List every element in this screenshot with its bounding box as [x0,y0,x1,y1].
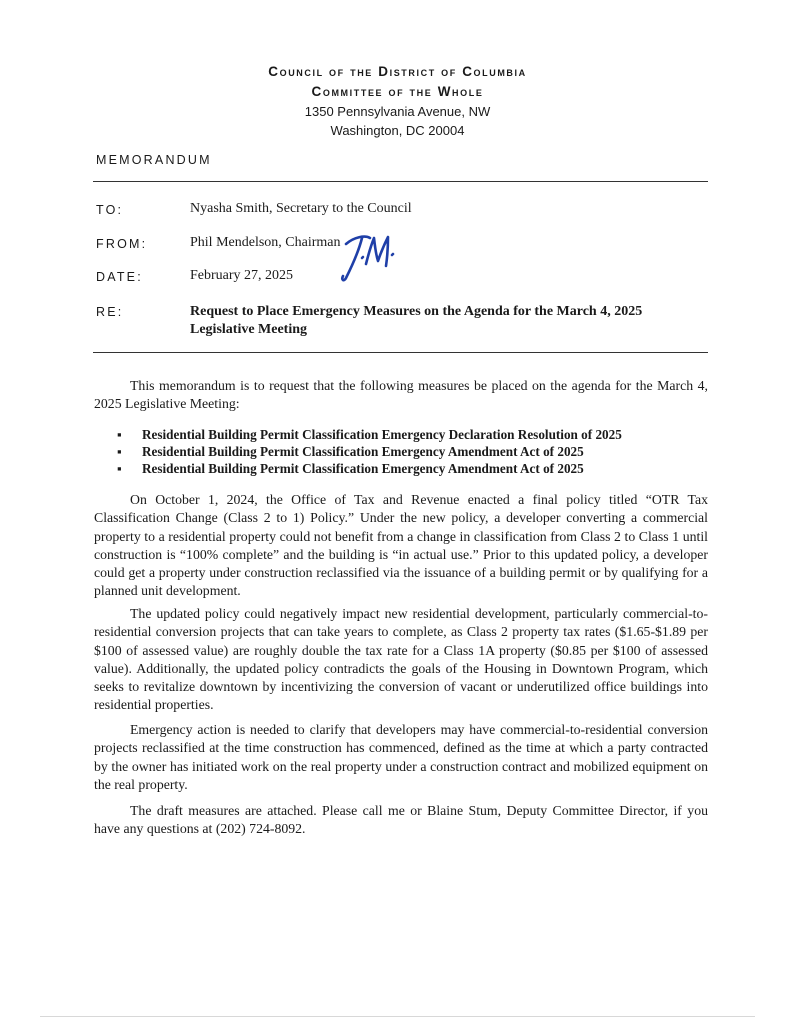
intro-paragraph: This memorandum is to request that the following measures be placed on the agenda for the March 4, 2025 Legislative Meeting: [94,378,708,412]
list-item: ▪ Residential Building Permit Classification Emergency Amendment Act of 2025 [117,461,584,476]
address-street: 1350 Pennsylvania Avenue, NW [304,104,491,119]
address-city: Washington, DC 20004 [330,123,465,138]
bullet-icon: ▪ [117,444,122,459]
measures-list [117,426,622,477]
committee-name: Committee of the Whole [311,84,484,99]
memorandum-heading: MEMORANDUM [96,153,212,167]
policy-background-paragraph: On October 1, 2024, the Office of Tax and Revenue enacted a final policy titled “OTR Tax Classification Change (Class 2 to 1) Policy.” Under the new policy, a developer converting a commercial property to a residential property could not benefit from a change in classification from Class 2 to Class 1 until construction is “100% complete” and the building is “in actual use.” Prior to this updated policy, a developer could get a property under construction reclassified via the issuance of a building permit or by qualifying for a planned unit development. [94,492,708,599]
date-label: DATE: [96,270,143,284]
page-bottom-edge [40,1016,755,1017]
bullet-icon: ▪ [117,427,122,442]
emergency-action-paragraph: Emergency action is needed to clarify that developers may have commercial-to-residential conversion projects reclassified at the time construction has commenced, defined as the time at which a party contracted by the owner has initiated work on the real property under a construction contract and mobilized equipment on the real property. [94,722,708,792]
council-name: Council of the District of Columbia [268,64,527,79]
from-label: FROM: [96,237,148,251]
header-divider-bottom [93,352,708,353]
header-divider-top [93,181,708,182]
bullet-icon: ▪ [117,461,122,476]
list-item: ▪ Residential Building Permit Classification Emergency Declaration Resolution of 2025 [117,427,622,442]
from-value: Phil Mendelson, Chairman [190,235,341,250]
re-label: RE: [96,305,124,319]
to-value: Nyasha Smith, Secretary to the Council [190,201,412,216]
to-label: TO: [96,203,124,217]
signature-initials [332,228,396,284]
re-value: Request to Place Emergency Measures on the Agenda for the March 4, 2025 Legislative Meeting [190,304,643,337]
list-item: ▪ Residential Building Permit Classification Emergency Amendment Act of 2025 [117,444,584,459]
impact-paragraph: The updated policy could negatively impact new residential development, particularly commercial-to-residential conversion projects that can take years to complete, as Class 2 property tax rates ($1.65-$1.89 per $100 of assessed value) are roughly double the tax rate for a Class 1A property ($0.85 per $100 of assessed value). Additionally, the updated policy contradicts the goals of the Housing in Downtown Program, which seeks to revitalize downtown by incentivizing the conversion of vacant or underutilized office buildings into residential properties. [94,606,708,713]
date-value: February 27, 2025 [190,268,294,283]
closing-paragraph: The draft measures are attached. Please call me or Blaine Stum, Deputy Committee Director, if you have any questions at (202) 724-8092. [94,803,708,837]
